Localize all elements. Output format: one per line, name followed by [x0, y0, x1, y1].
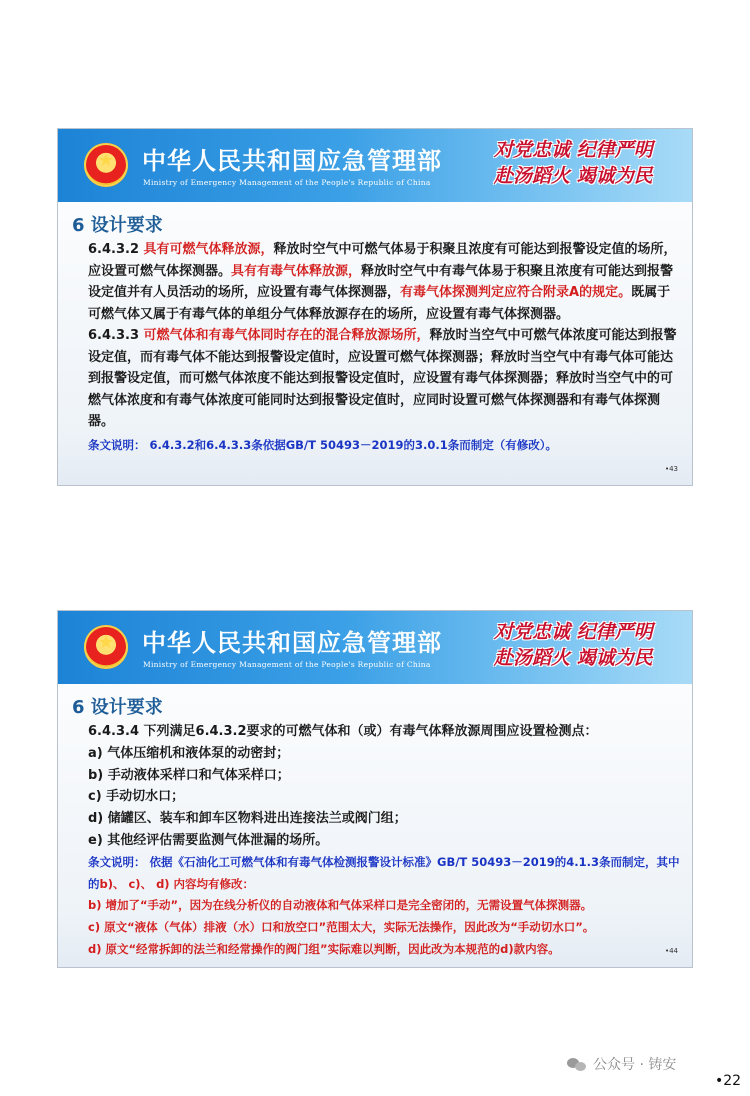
ministry-name-en: Ministry of Emergency Management of the People's Republic of China	[143, 660, 431, 669]
ministry-name-cn: 中华人民共和国应急管理部	[142, 629, 442, 657]
section-heading: 6 设计要求	[72, 697, 163, 718]
ministry-motto	[494, 619, 670, 671]
ministry-motto	[494, 137, 670, 189]
slide-body	[88, 721, 680, 961]
section-heading: 6 设计要求	[72, 215, 163, 236]
slide-44	[57, 610, 693, 968]
national-emblem-icon: ★	[84, 143, 128, 187]
list-item: c) 手动切水口；	[88, 789, 185, 805]
wechat-account	[567, 1054, 676, 1074]
ministry-name-cn: 中华人民共和国应急管理部	[142, 147, 442, 175]
motto-line-1: 对党忠诚 纪律严明	[494, 139, 653, 161]
motto-line-2: 赴汤蹈火 竭诚为民	[494, 165, 653, 187]
clause-6-4-3-2	[88, 239, 680, 325]
clause-text: 释放时空气中有毒气体易于积聚且浓度有可能达到报警设定值并有人员活动的场所，应设置有毒气体探测器，	[88, 263, 674, 300]
highlight-text: 具有有毒气体释放源，	[231, 263, 362, 279]
clause-text: 释放时当空气中可燃气体浓度可能达到报警设定值，而有毒气体不能达到报警设定值时，应设置可燃气体探测器；释放时当空气中有毒气体可能达到报警设定值，而可燃气体浓度不能达到报警设定值时，应设置有毒气体探测器；释放时当空气中的可燃气体浓度和有毒气体浓度可能同时达到报警设定值时，应同时设置可燃气体探测器和有毒气体探测器。	[88, 328, 677, 429]
clause-explanation	[88, 852, 680, 896]
clause-explanation: 条文说明： 6.4.3.2和6.4.3.3条依据GB/T 50493－2019的3.0.1条而制定（有修改）。	[88, 437, 557, 452]
highlight-text: 有毒气体探测判定应符合附录A的规定。	[400, 285, 632, 300]
explanation-highlight: b)、 c)、 d) 内容均有修改：	[99, 876, 255, 891]
clause-number: 6.4.3.2	[88, 242, 144, 257]
list-item: a) 气体压缩机和液体泵的动密封；	[88, 745, 290, 761]
ministry-banner	[58, 611, 692, 684]
motto-line-2: 赴汤蹈火 竭诚为民	[494, 647, 653, 669]
clause-6-4-3-4: 6.4.3.4 下列满足6.4.3.2要求的可燃气体和（或）有毒气体释放源周围应设置检测点：	[88, 724, 598, 739]
ministry-name-en: Ministry of Emergency Management of the People's Republic of China	[143, 178, 431, 187]
slide-body	[88, 239, 680, 456]
wechat-icon	[567, 1056, 587, 1072]
list-item: b) 手动液体采样口和气体采样口；	[88, 767, 290, 783]
wechat-account-label: 公众号 · 铸安	[593, 1057, 677, 1073]
revision-note: d) 原文“经常拆卸的法兰和经常操作的阀门组”实际难以判断，因此改为本规范的d)款内容。	[88, 941, 560, 956]
clause-text: 既属于可燃气体又属于有毒气体的单组分气体释放源存在的场所，应设置有毒气体探测器。	[88, 285, 671, 322]
revision-note: b) 增加了“手动”，因为在线分析仪的自动液体和气体采样口是完全密闭的，无需设置气体探测器。	[88, 898, 593, 913]
list-item: d) 储罐区、装车和卸车区物料进出连接法兰或阀门组；	[88, 811, 407, 827]
ministry-banner	[58, 129, 692, 202]
clause-text: 释放时空气中可燃气体易于积聚且浓度有可能达到报警设定值的场所，应设置可燃气体探测器。	[88, 242, 677, 279]
clause-number: 6.4.3.3	[88, 328, 144, 343]
clause-6-4-3-3	[88, 325, 680, 433]
slide-page-number: •44	[664, 947, 678, 955]
highlight-text: 具有可燃气体释放源，	[143, 242, 274, 257]
slide-43	[57, 128, 693, 486]
revision-note: c) 原文“液体（气体）排液（水）口和放空口”范围太大，实际无法操作，因此改为“手动切水口”。	[88, 920, 595, 935]
national-emblem-icon: ★	[84, 625, 128, 669]
document-page-number: •22	[715, 1073, 742, 1089]
motto-line-1: 对党忠诚 纪律严明	[494, 621, 653, 643]
explanation-text: 条文说明： 依据《石油化工可燃气体和有毒气体检测报警设计标准》GB/T 50493－2019的4.1.3条而制定，其中的	[88, 854, 680, 891]
highlight-text: 可燃气体和有毒气体同时存在的混合释放源场所，	[143, 328, 430, 343]
list-item: e) 其他经评估需要监测气体泄漏的场所。	[88, 832, 329, 848]
slide-page-number: •43	[664, 465, 678, 473]
